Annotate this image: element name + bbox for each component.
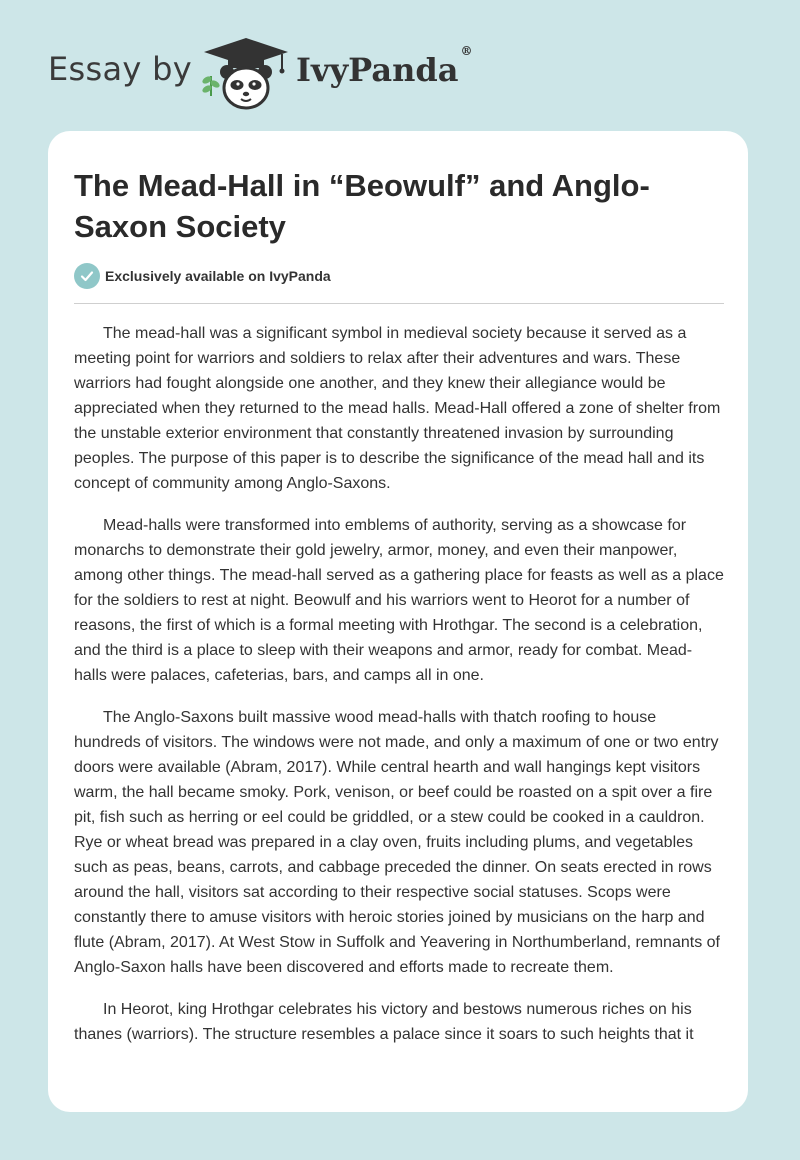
paragraph: The mead-hall was a significant symbol in medieval society because it served as a meeting point for warriors and soldiers to relax after their adventures and wars. These warriors had fought alongside one another, and they knew their allegiance would be appreciated when they returned to the mead halls. Mead-Hall offered a zone of shelter from the unstable exterior environment that constantly threatened invasion by surrounding peoples. The purpose of this paper is to describe the significance of the mead hall and its concept of community among Anglo-Saxons. (74, 325, 721, 492)
divider (74, 303, 724, 304)
essay-title: The Mead-Hall in “Beowulf” and Anglo-Saxon Society (74, 168, 650, 244)
essay-by-label: Essay by (48, 50, 192, 88)
paragraph: In Heorot, king Hrothgar celebrates his victory and bestows numerous riches on his thanes (warriors). The structure resembles a palace since it soars to such heights that it (74, 1001, 694, 1043)
paragraph: The Anglo-Saxons built massive wood mead-halls with thatch roofing to house hundreds of visitors. The windows were not made, and only a maximum of one or two entry doors were available (Abram, 2017). While central hearth and wall hangings kept visitors warm, the hall became smoky. Pork, venison, or beef could be roasted on a spit over a fire pit, fish such as herring or eel could be griddled, or a stew could be cooked in a cauldron. Rye or wheat bread was prepared in a clay oven, fruits including plums, and vegetables such as peas, beans, carrots, and cabbage preceded the dinner. On seats erected in rows around the hall, visitors sat according to their respective social statuses. Scops were constantly there to amuse visitors with heroic stories joined by musicians on the harp and flute (Abram, 2017). At West Stow in Suffolk and Yeavering in Northumberland, remnants of Anglo-Saxon halls have been discovered and efforts made to recreate them. (74, 709, 720, 976)
brand-name: IvyPanda (296, 51, 459, 89)
exclusive-badge-text: Exclusively available on IvyPanda (105, 268, 331, 284)
essay-card (48, 131, 748, 1112)
registered-mark: ® (460, 44, 473, 59)
exclusive-badge (74, 263, 331, 289)
ivy-leaf-icon (200, 70, 222, 98)
essay-body (74, 321, 724, 1064)
check-circle-icon (74, 263, 100, 289)
paragraph: Mead-halls were transformed into emblems of authority, serving as a showcase for monarchs to demonstrate their gold jewelry, armor, money, and even their manpower, among other things. The mead-hall served as a gathering place for feasts as well as a place for the soldiers to rest at night. Beowulf and his warriors went to Heorot for a number of reasons, the first of which is a formal meeting with Hrothgar. The second is a celebration, and the third is a place to sleep with their weapons and armor, ready for combat. Mead-halls were palaces, cafeterias, bars, and camps all in one. (74, 517, 724, 684)
site-header (0, 0, 800, 120)
brand-logo-text (296, 44, 473, 89)
